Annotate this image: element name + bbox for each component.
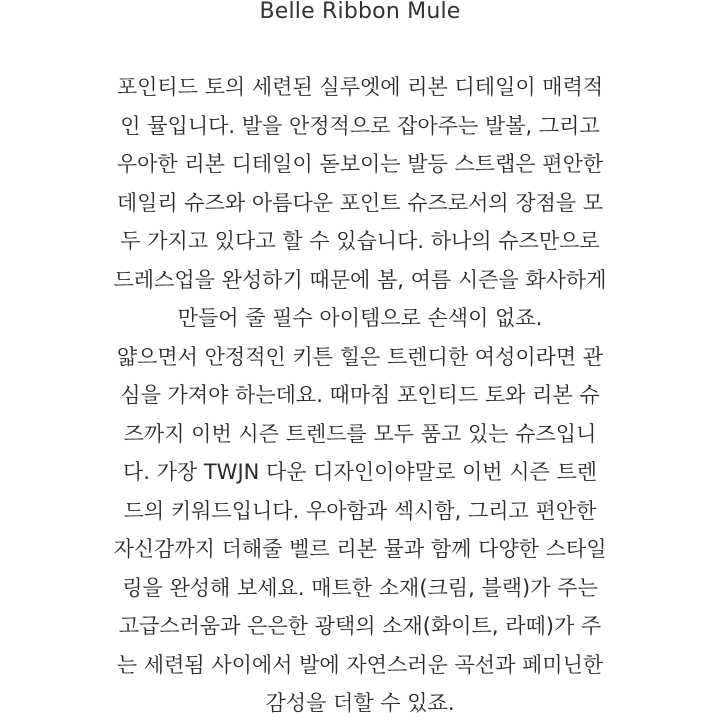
description-line: 고급스러움과 은은한 광택의 소재(화이트, 라떼)가 주 (118, 614, 602, 638)
description-line: 만들어 줄 필수 아이템으로 손색이 없죠. (177, 306, 543, 330)
description-line: 두 가지고 있다고 할 수 있습니다. 하나의 슈즈만으로 (120, 229, 600, 253)
description-line: 데일리 슈즈와 아름다운 포인트 슈즈로서의 장점을 모 (116, 190, 604, 215)
description-line: 자신감까지 더해줄 벨르 리본 뮬과 함께 다양한 스타일 (113, 537, 607, 561)
description-line: 는 세련됨 사이에서 발에 자연스러운 곡선과 페미닌한 (116, 652, 604, 677)
product-title: Belle Ribbon Mule (259, 0, 461, 24)
description-line: 인 뮬입니다. 발을 안정적으로 잡아주는 발볼, 그리고 (120, 113, 600, 138)
description-line: 우아한 리본 디테일이 돋보이는 발등 스트랩은 편안한 (116, 152, 604, 176)
description-line: 드의 키워드입니다. 우아함과 섹시함, 그리고 편안한 (123, 498, 597, 523)
description-line: 즈까지 이번 시즌 트렌드를 모두 품고 있는 슈즈입니 (123, 421, 597, 446)
description-line: 포인티드 토의 세련된 실루엣에 리본 디테일이 매력적 (116, 75, 604, 99)
product-description (0, 72, 720, 727)
description-line: 드레스업을 완성하기 때문에 봄, 여름 시즌을 화사하게 (113, 267, 607, 292)
description-line: 얇으면서 안정적인 키튼 힐은 트렌디한 여성이라면 관 (116, 344, 604, 369)
description-line: 감성을 더할 수 있죠. (265, 691, 455, 715)
description-line: 다. 가장 TWJN 다운 디자인이야말로 이번 시즌 트렌 (122, 460, 598, 484)
description-line: 링을 완성해 보세요. 매트한 소재(크림, 블랙)가 주는 (122, 575, 598, 600)
description-line: 심을 가져야 하는데요. 때마침 포인티드 토와 리본 슈 (120, 383, 600, 407)
